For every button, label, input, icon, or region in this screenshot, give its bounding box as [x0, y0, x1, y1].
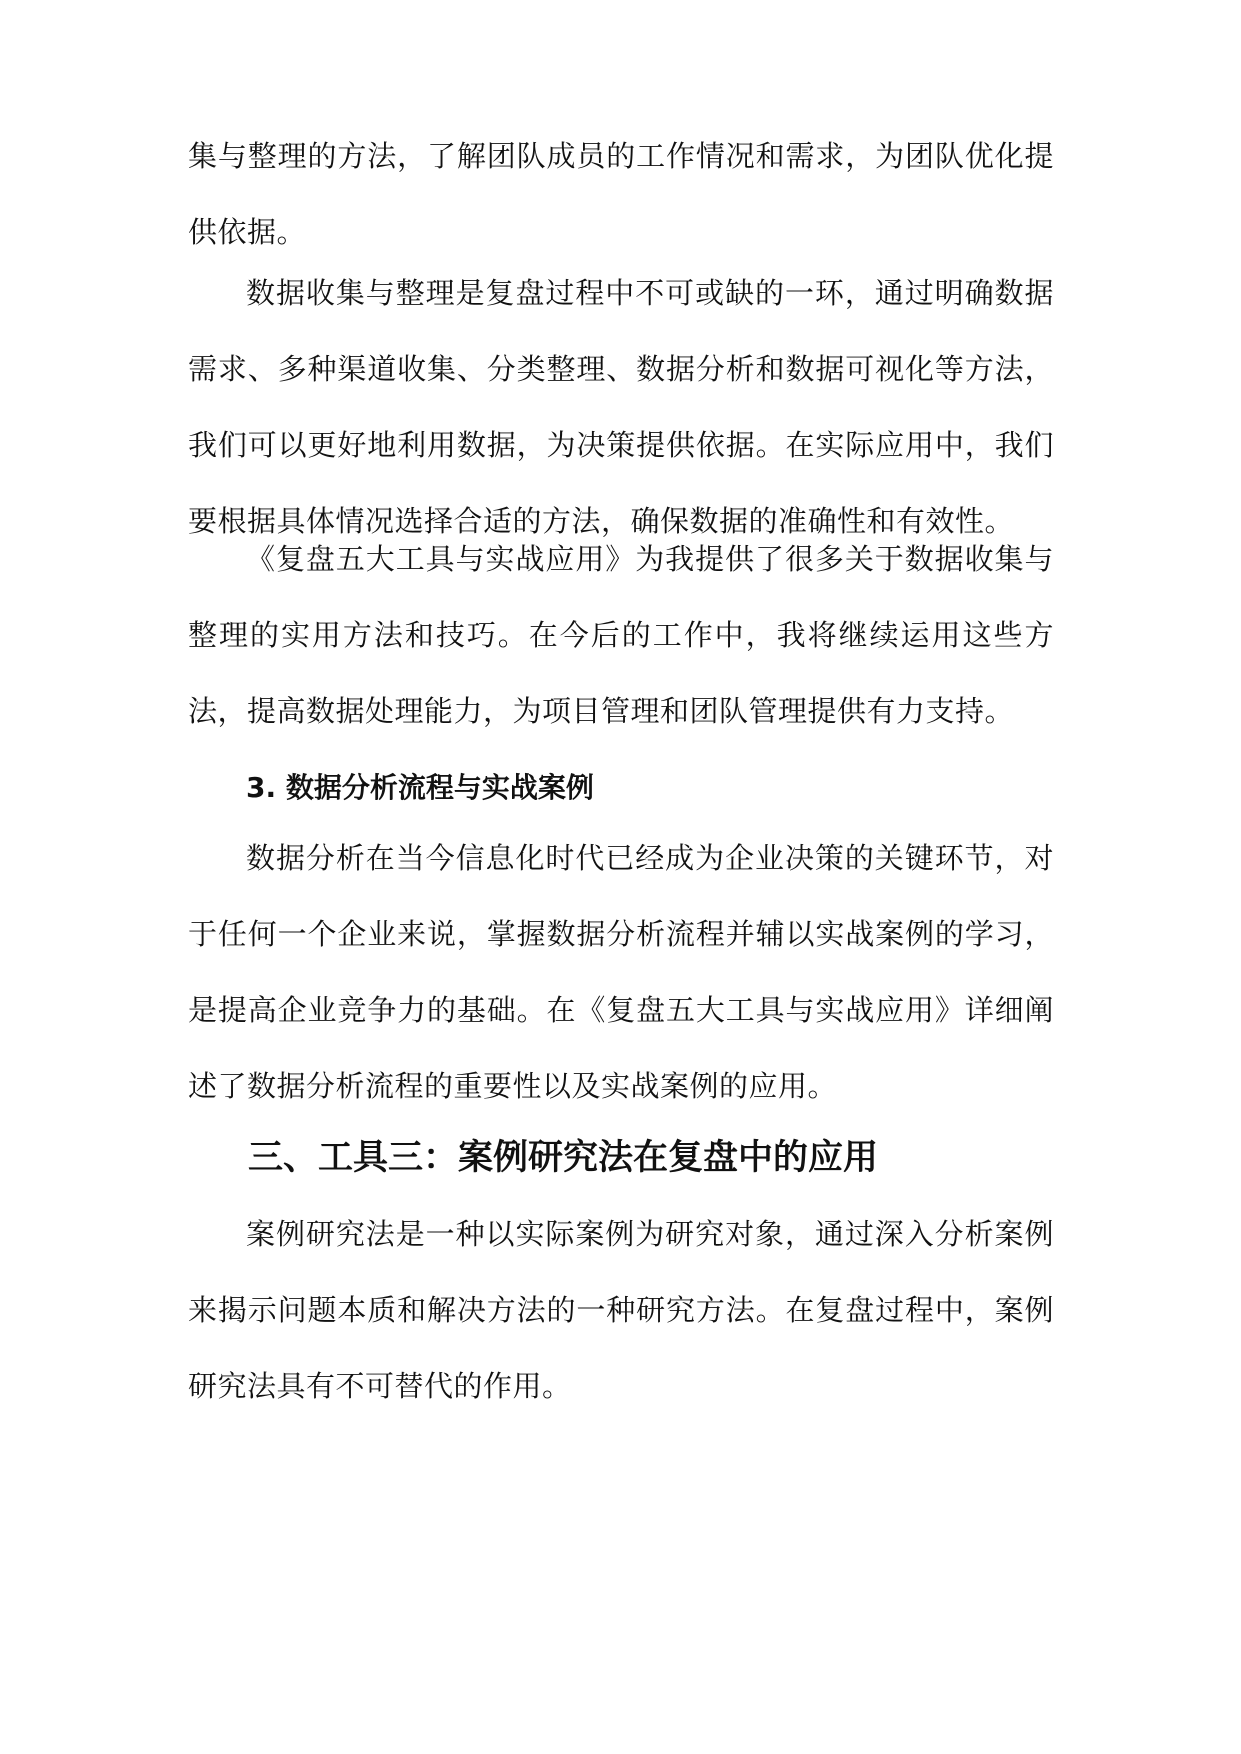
paragraph-data-analysis	[188, 820, 1054, 1124]
paragraph-case-study	[188, 1196, 1054, 1424]
subheading: 3. 数据分析流程与实战案例	[246, 771, 594, 804]
paragraph-data-collection-summary	[188, 255, 1054, 559]
paragraph: 集与整理的方法，了解团队成员的工作情况和需求，为团队优化提供依据。	[188, 139, 1054, 249]
heading: 三、工具三：案例研究法在复盘中的应用	[248, 1138, 879, 1178]
paragraph: 案例研究法是一种以实际案例为研究对象，通过深入分析案例来揭示问题本质和解决方法的一种研究方法。在复盘过程中，案例研究法具有不可替代的作用。	[188, 1217, 1054, 1403]
section-subheading	[188, 768, 1054, 808]
paragraph-continuation	[188, 118, 1054, 270]
paragraph: 数据分析在当今信息化时代已经成为企业决策的关键环节，对于任何一个企业来说，掌握数据分析流程并辅以实战案例的学习，是提高企业竞争力的基础。在《复盘五大工具与实战应用》详细阐述了数据分析流程的重要性以及实战案例的应用。	[188, 841, 1054, 1103]
paragraph: 《复盘五大工具与实战应用》为我提供了很多关于数据收集与整理的实用方法和技巧。在今后的工作中，我将继续运用这些方法，提高数据处理能力，为项目管理和团队管理提供有力支持。	[188, 542, 1054, 728]
section-heading	[188, 1133, 1054, 1183]
paragraph: 数据收集与整理是复盘过程中不可或缺的一环，通过明确数据需求、多种渠道收集、分类整理、数据分析和数据可视化等方法，我们可以更好地利用数据，为决策提供依据。在实际应用中，我们要根据具体情况选择合适的方法，确保数据的准确性和有效性。	[188, 276, 1054, 538]
paragraph-book-reflection	[188, 521, 1054, 749]
